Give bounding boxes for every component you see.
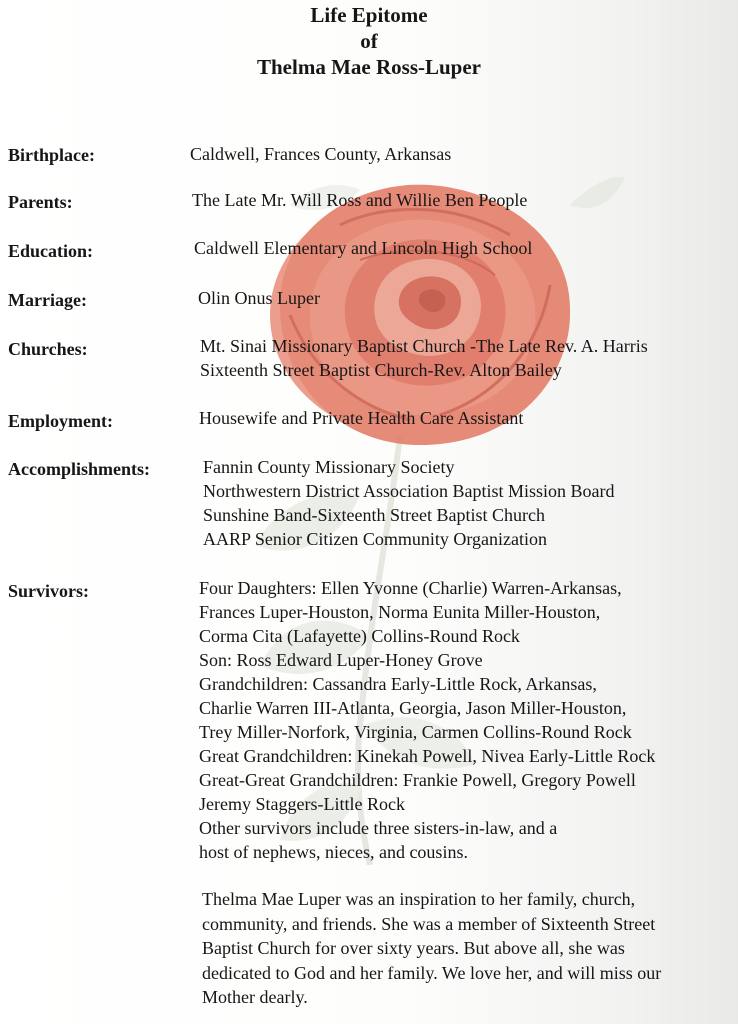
survivors-value <box>199 576 655 864</box>
survivors-line: Jeremy Staggers-Little Rock <box>199 794 405 814</box>
birthplace-line: Caldwell, Frances County, Arkansas <box>190 144 452 164</box>
title-line-2: of <box>360 29 378 53</box>
parents-label: Parents: <box>8 192 73 212</box>
survivors-line: Frances Luper-Houston, Norma Eunita Miller-Houston, <box>199 602 601 622</box>
employment-label: Employment: <box>8 411 113 431</box>
survivors-line: Other survivors include three sisters-in-law, and a <box>199 818 558 838</box>
churches-label: Churches: <box>8 339 88 359</box>
tribute-line: Mother dearly. <box>202 987 308 1007</box>
accomplishment-item: Northwestern District Association Baptist Mission Board <box>203 481 615 501</box>
accomplishment-item: Sunshine Band-Sixteenth Street Baptist Church <box>203 505 545 525</box>
title-line-3: Thelma Mae Ross-Luper <box>257 55 481 79</box>
education-value <box>194 236 532 260</box>
accomplishment-item: Fannin County Missionary Society <box>203 457 455 477</box>
survivors-line: Son: Ross Edward Luper-Honey Grove <box>199 650 483 670</box>
employment-line: Housewife and Private Health Care Assistant <box>199 408 524 428</box>
tribute-line: dedicated to God and her family. We love her, and will miss our <box>202 962 662 983</box>
marriage-label: Marriage: <box>8 290 87 310</box>
survivors-line: Great-Great Grandchildren: Frankie Powell, Gregory Powell <box>199 770 636 790</box>
survivors-line: Grandchildren: Cassandra Early-Little Rock, Arkansas, <box>199 674 597 694</box>
title-line-1: Life Epitome <box>310 3 428 27</box>
employment-value <box>199 406 523 430</box>
parents-value <box>192 188 527 212</box>
survivors-line: host of nephews, nieces, and cousins. <box>199 842 468 862</box>
survivors-line: Trey Miller-Norfork, Virginia, Carmen Collins-Round Rock <box>199 722 632 742</box>
accomplishment-item: AARP Senior Citizen Community Organization <box>203 529 547 549</box>
churches-line-2: Sixteenth Street Baptist Church-Rev. Alton Bailey <box>200 360 562 380</box>
churches-value <box>200 334 648 382</box>
education-label: Education: <box>8 241 94 261</box>
survivors-line: Corma Cita (Lafayette) Collins-Round Rock <box>199 626 520 646</box>
survivors-label: Survivors: <box>8 581 89 601</box>
accomplishments-label: Accomplishments: <box>8 459 150 479</box>
education-line: Caldwell Elementary and Lincoln High School <box>194 238 533 258</box>
survivors-line: Charlie Warren III-Atlanta, Georgia, Jason Miller-Houston, <box>199 698 627 718</box>
tribute-line: community, and friends. She was a member of Sixteenth Street <box>202 913 656 934</box>
marriage-line: Olin Onus Luper <box>198 288 320 308</box>
accomplishments-value <box>203 455 614 551</box>
birthplace-value <box>190 142 451 166</box>
survivors-line: Four Daughters: Ellen Yvonne (Charlie) Warren-Arkansas, <box>199 578 622 598</box>
tribute-line: Baptist Church for over sixty years. But above all, she was <box>202 938 625 958</box>
marriage-value <box>198 286 320 310</box>
survivors-line: Great Grandchildren: Kinekah Powell, Nivea Early-Little Rock <box>199 746 656 766</box>
birthplace-label: Birthplace: <box>8 145 95 165</box>
parents-line: The Late Mr. Will Ross and Willie Ben People <box>192 190 528 210</box>
tribute-line: Thelma Mae Luper was an inspiration to her family, church, <box>202 889 636 909</box>
tribute-paragraph <box>202 887 661 1010</box>
churches-line-1: Mt. Sinai Missionary Baptist Church -The Late Rev. A. Harris <box>200 336 648 356</box>
document-title <box>0 2 738 80</box>
